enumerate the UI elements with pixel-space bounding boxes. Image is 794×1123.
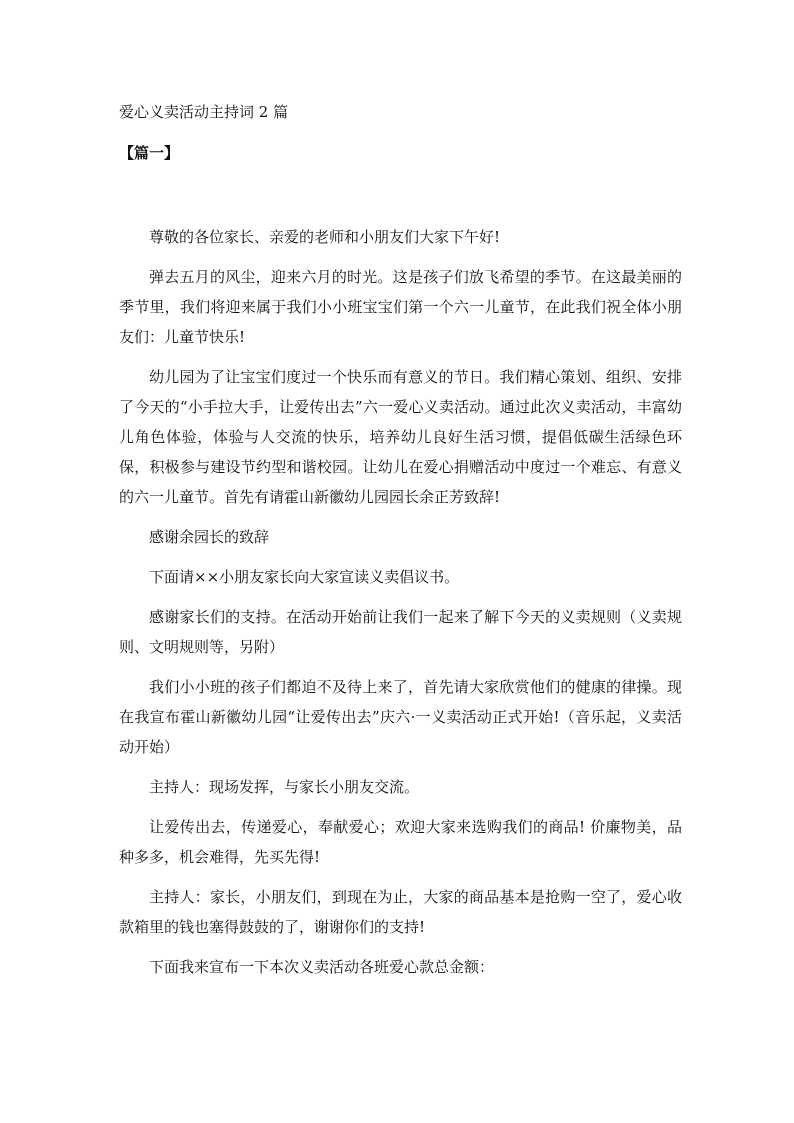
paragraph-introduction: 幼儿园为了让宝宝们度过一个快乐而有意义的节日。我们精心策划、组织、安排了今天的“小手拉大手，让爱传出去”六一爱心义卖活动。通过此次义卖活动，丰富幼儿角色体验，体验与人交流的快乐，培养幼儿良好生活习惯，提倡低碳生活绿色环保，积极参与建设节约型和谐校园。让幼儿在爱心捐赠活动中度过一个难忘、有意义的六一儿童节。首先有请霍山新徽幼儿园园长余正芳致辞! [119,368,682,506]
paragraph-opening: 弹去五月的风尘，迎来六月的时光。这是孩子们放飞希望的季节。在这最美丽的季节里，我们将迎来属于我们小小班宝宝们第一个六一儿童节，在此我们祝全体小朋友们：儿童节快乐! [119,268,682,346]
paragraph-host-thanks: 主持人：家长，小朋友们，到现在为止，大家的商品基本是抢购一空了，爱心收款箱里的钱也塞得鼓鼓的了，谢谢你们的支持! [119,888,682,936]
document-title: 爱心义卖活动主持词 2 篇 [119,103,289,121]
paragraph-rules: 感谢家长们的支持。在活动开始前让我们一起来了解下今天的义卖规则（义卖规则、文明规则等，另附） [119,608,682,656]
paragraph-greeting: 尊敬的各位家长、亲爱的老师和小朋友们大家下午好! [149,228,501,246]
paragraph-host-interaction: 主持人：现场发挥，与家长小朋友交流。 [149,778,420,796]
paragraph-sale-call: 让爱传出去，传递爱心，奉献爱心；欢迎大家来选购我们的商品! 价廉物美，品种多多，机会难得，先买先得! [119,818,682,866]
section-heading: 【篇一】 [119,144,180,162]
paragraph-thanks-principal: 感谢余园长的致辞 [149,528,270,546]
paragraph-proposal: 下面请××小朋友家长向大家宣读义卖倡议书。 [149,568,460,586]
paragraph-total-announcement: 下面我来宣布一下本次义卖活动各班爱心款总金额： [149,958,495,976]
document-body [119,222,682,992]
paragraph-performance: 我们小小班的孩子们都迫不及待上来了，首先请大家欣赏他们的健康的律操。现在我宣布霍山新徽幼儿园“让爱传出去”庆六·一义卖活动正式开始!（音乐起，义卖活动开始） [119,678,682,756]
